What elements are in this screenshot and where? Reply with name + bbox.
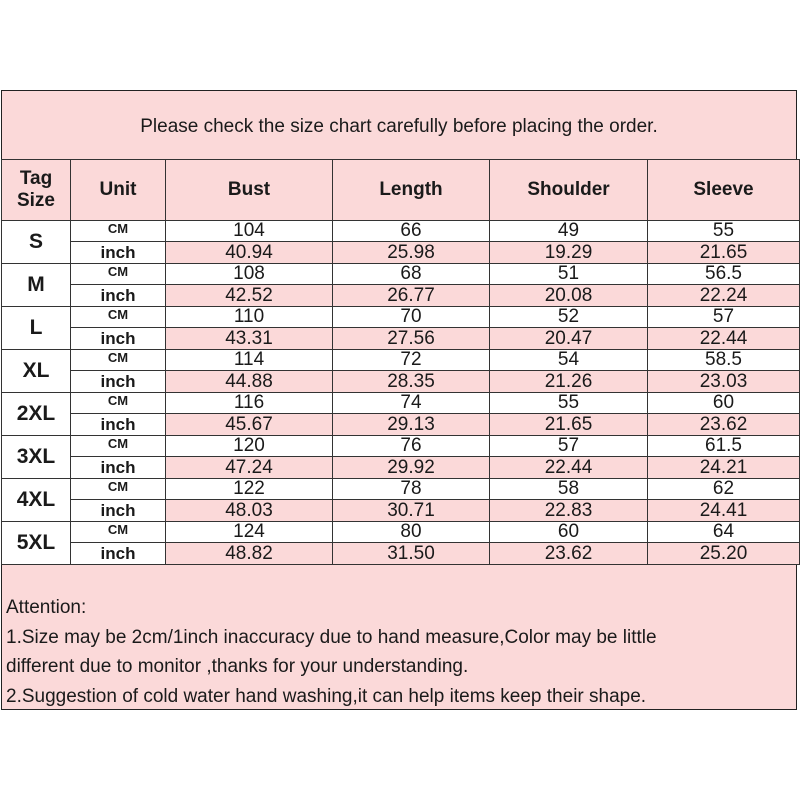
bust-cm-cell: 104 bbox=[166, 221, 333, 242]
bust-cm-cell: 124 bbox=[166, 522, 333, 543]
length-cm-cell: 72 bbox=[333, 350, 490, 371]
attention-title: Attention: bbox=[6, 597, 87, 618]
length-cm-cell: 76 bbox=[333, 436, 490, 457]
size-row-cm bbox=[2, 264, 800, 285]
bust-inch-cell: 45.67 bbox=[166, 414, 333, 436]
length-cm-cell: 68 bbox=[333, 264, 490, 285]
shoulder-cm-cell: 51 bbox=[490, 264, 648, 285]
bust-inch-cell: 42.52 bbox=[166, 285, 333, 307]
bust-inch-cell: 48.82 bbox=[166, 543, 333, 565]
sleeve-inch-cell: 22.24 bbox=[648, 285, 800, 307]
size-row-inch bbox=[2, 414, 800, 436]
length-inch-cell: 26.77 bbox=[333, 285, 490, 307]
size-table bbox=[1, 159, 800, 565]
bust-cm-cell: 120 bbox=[166, 436, 333, 457]
header-tag-line2: Size bbox=[16, 190, 56, 211]
unit-inch-cell: inch bbox=[71, 543, 166, 565]
unit-inch-cell: inch bbox=[71, 242, 166, 264]
size-table-body bbox=[2, 221, 800, 565]
sleeve-inch-cell: 24.41 bbox=[648, 500, 800, 522]
length-inch-cell: 28.35 bbox=[333, 371, 490, 393]
unit-cm-cell: CM bbox=[71, 221, 166, 242]
order-notice: Please check the size chart carefully before placing the order. bbox=[140, 116, 658, 137]
unit-cm-cell: CM bbox=[71, 264, 166, 285]
unit-inch-cell: inch bbox=[71, 457, 166, 479]
bust-cm-cell: 108 bbox=[166, 264, 333, 285]
unit-cm-cell: CM bbox=[71, 350, 166, 371]
size-row-cm bbox=[2, 350, 800, 371]
bust-inch-cell: 44.88 bbox=[166, 371, 333, 393]
header-tag-size bbox=[2, 160, 71, 221]
sleeve-inch-cell: 23.62 bbox=[648, 414, 800, 436]
shoulder-cm-cell: 52 bbox=[490, 307, 648, 328]
shoulder-cm-cell: 55 bbox=[490, 393, 648, 414]
size-row-cm bbox=[2, 307, 800, 328]
shoulder-inch-cell: 19.29 bbox=[490, 242, 648, 264]
size-chart-card bbox=[1, 90, 797, 710]
size-row-inch bbox=[2, 543, 800, 565]
size-row-cm bbox=[2, 221, 800, 242]
bust-cm-cell: 116 bbox=[166, 393, 333, 414]
sleeve-cm-cell: 56.5 bbox=[648, 264, 800, 285]
sleeve-inch-cell: 21.65 bbox=[648, 242, 800, 264]
header-bust: Bust bbox=[166, 160, 333, 221]
attention-notes bbox=[6, 593, 794, 711]
length-cm-cell: 80 bbox=[333, 522, 490, 543]
length-inch-cell: 30.71 bbox=[333, 500, 490, 522]
length-inch-cell: 29.92 bbox=[333, 457, 490, 479]
tag-size-cell: S bbox=[2, 221, 71, 264]
attention-line-3: 2.Suggestion of cold water hand washing,it can help items keep their shape. bbox=[6, 685, 647, 707]
shoulder-inch-cell: 22.44 bbox=[490, 457, 648, 479]
unit-cm-cell: CM bbox=[71, 522, 166, 543]
header-row bbox=[2, 160, 800, 221]
bust-inch-cell: 47.24 bbox=[166, 457, 333, 479]
sleeve-cm-cell: 58.5 bbox=[648, 350, 800, 371]
bust-inch-cell: 48.03 bbox=[166, 500, 333, 522]
size-row-inch bbox=[2, 285, 800, 307]
tag-size-cell: XL bbox=[2, 350, 71, 393]
size-row-cm bbox=[2, 522, 800, 543]
header-tag-line1: Tag bbox=[19, 168, 53, 189]
size-row-inch bbox=[2, 371, 800, 393]
sleeve-cm-cell: 62 bbox=[648, 479, 800, 500]
size-row-inch bbox=[2, 457, 800, 479]
bust-cm-cell: 122 bbox=[166, 479, 333, 500]
length-cm-cell: 74 bbox=[333, 393, 490, 414]
size-row-cm bbox=[2, 393, 800, 414]
header-sleeve: Sleeve bbox=[648, 160, 800, 221]
sleeve-inch-cell: 25.20 bbox=[648, 543, 800, 565]
shoulder-inch-cell: 23.62 bbox=[490, 543, 648, 565]
bust-inch-cell: 40.94 bbox=[166, 242, 333, 264]
attention-line-1: 1.Size may be 2cm/1inch inaccuracy due to hand measure,Color may be little bbox=[6, 626, 657, 648]
unit-inch-cell: inch bbox=[71, 500, 166, 522]
size-row-cm bbox=[2, 436, 800, 457]
tag-size-cell: 2XL bbox=[2, 393, 71, 436]
sleeve-inch-cell: 24.21 bbox=[648, 457, 800, 479]
shoulder-inch-cell: 20.47 bbox=[490, 328, 648, 350]
size-row-inch bbox=[2, 500, 800, 522]
unit-cm-cell: CM bbox=[71, 307, 166, 328]
tag-size-cell: M bbox=[2, 264, 71, 307]
unit-cm-cell: CM bbox=[71, 436, 166, 457]
unit-inch-cell: inch bbox=[71, 414, 166, 436]
length-inch-cell: 25.98 bbox=[333, 242, 490, 264]
length-inch-cell: 31.50 bbox=[333, 543, 490, 565]
unit-inch-cell: inch bbox=[71, 328, 166, 350]
size-row-inch bbox=[2, 242, 800, 264]
shoulder-inch-cell: 21.65 bbox=[490, 414, 648, 436]
shoulder-inch-cell: 20.08 bbox=[490, 285, 648, 307]
tag-size-cell: 5XL bbox=[2, 522, 71, 565]
sleeve-cm-cell: 55 bbox=[648, 221, 800, 242]
bust-cm-cell: 110 bbox=[166, 307, 333, 328]
size-row-cm bbox=[2, 479, 800, 500]
length-cm-cell: 66 bbox=[333, 221, 490, 242]
tag-size-cell: L bbox=[2, 307, 71, 350]
unit-cm-cell: CM bbox=[71, 393, 166, 414]
shoulder-cm-cell: 60 bbox=[490, 522, 648, 543]
attention-line-2: different due to monitor ,thanks for your understanding. bbox=[6, 656, 469, 677]
unit-inch-cell: inch bbox=[71, 371, 166, 393]
shoulder-inch-cell: 21.26 bbox=[490, 371, 648, 393]
length-inch-cell: 27.56 bbox=[333, 328, 490, 350]
sleeve-inch-cell: 23.03 bbox=[648, 371, 800, 393]
sleeve-cm-cell: 61.5 bbox=[648, 436, 800, 457]
length-cm-cell: 78 bbox=[333, 479, 490, 500]
sleeve-cm-cell: 64 bbox=[648, 522, 800, 543]
unit-inch-cell: inch bbox=[71, 285, 166, 307]
sleeve-cm-cell: 60 bbox=[648, 393, 800, 414]
shoulder-cm-cell: 57 bbox=[490, 436, 648, 457]
header-length: Length bbox=[333, 160, 490, 221]
bust-cm-cell: 114 bbox=[166, 350, 333, 371]
sleeve-inch-cell: 22.44 bbox=[648, 328, 800, 350]
shoulder-cm-cell: 49 bbox=[490, 221, 648, 242]
tag-size-cell: 3XL bbox=[2, 436, 71, 479]
length-cm-cell: 70 bbox=[333, 307, 490, 328]
shoulder-cm-cell: 54 bbox=[490, 350, 648, 371]
length-inch-cell: 29.13 bbox=[333, 414, 490, 436]
size-row-inch bbox=[2, 328, 800, 350]
tag-size-cell: 4XL bbox=[2, 479, 71, 522]
bust-inch-cell: 43.31 bbox=[166, 328, 333, 350]
header-shoulder: Shoulder bbox=[490, 160, 648, 221]
unit-cm-cell: CM bbox=[71, 479, 166, 500]
header-unit: Unit bbox=[71, 160, 166, 221]
sleeve-cm-cell: 57 bbox=[648, 307, 800, 328]
shoulder-cm-cell: 58 bbox=[490, 479, 648, 500]
shoulder-inch-cell: 22.83 bbox=[490, 500, 648, 522]
